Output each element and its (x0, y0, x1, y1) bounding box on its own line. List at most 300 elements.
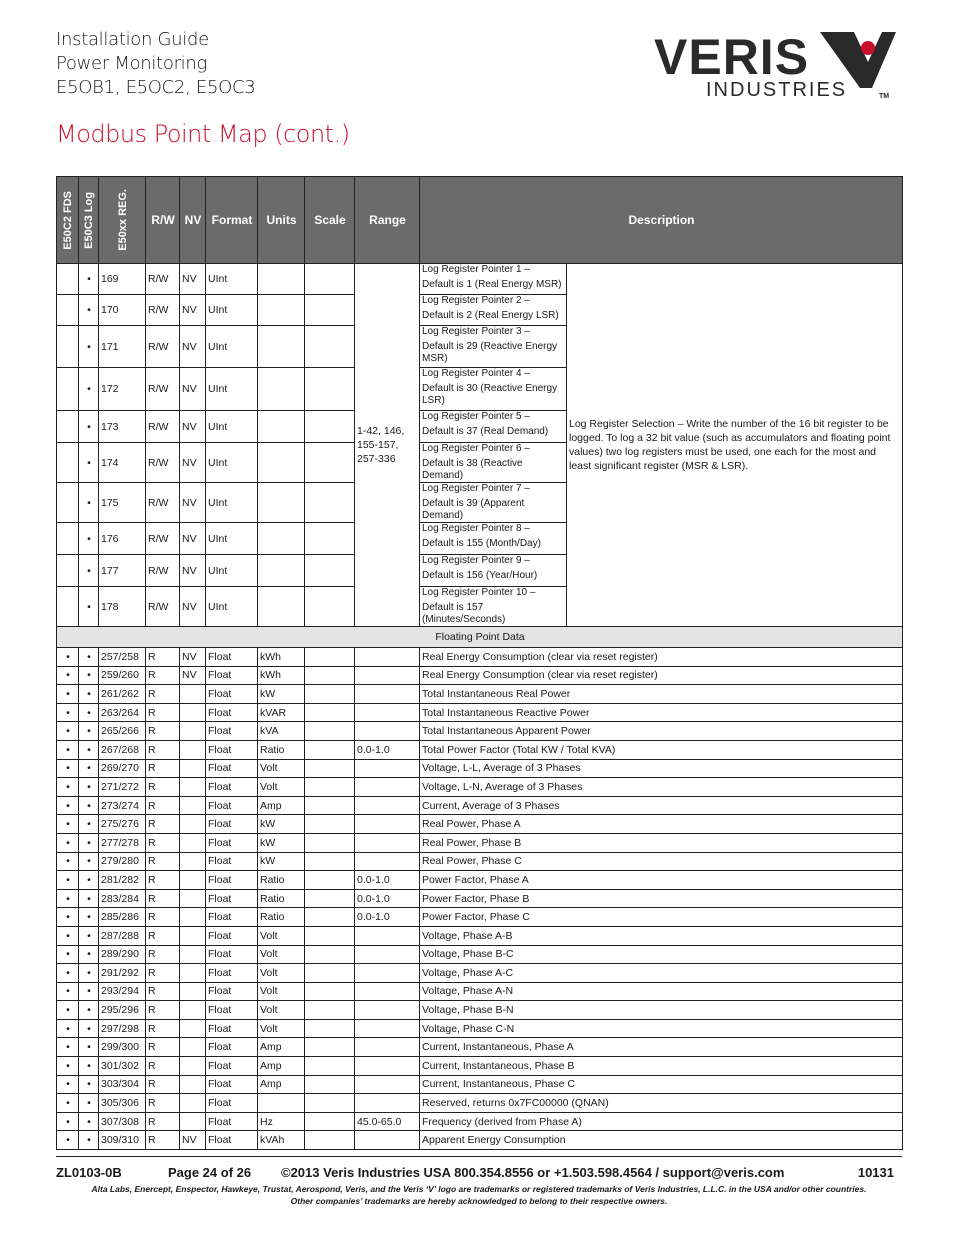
cell-description: Total Instantaneous Real Power (420, 685, 903, 704)
cell-format: UInt (206, 411, 258, 443)
col-header-scale: Scale (305, 177, 355, 264)
veris-logo (650, 26, 900, 106)
cell-rw: R (146, 796, 180, 815)
cell-format: Float (206, 815, 258, 834)
cell-description: Voltage, Phase A-N (420, 982, 903, 1001)
cell-scale (305, 945, 355, 964)
cell-format: Float (206, 871, 258, 890)
cell-rw: R/W (146, 326, 180, 368)
cell-reg: 305/306 (99, 1094, 146, 1113)
cell-scale (305, 1057, 355, 1076)
cell-reg: 267/268 (99, 740, 146, 759)
cell-log: • (79, 1131, 99, 1150)
footer-page-number: Page 24 of 26 (168, 1165, 252, 1180)
table-row (57, 1038, 903, 1057)
cell-log: • (79, 295, 99, 326)
cell-scale (305, 443, 355, 483)
cell-reg: 271/272 (99, 778, 146, 797)
cell-fds: • (57, 852, 79, 871)
cell-scale (305, 555, 355, 587)
cell-format: UInt (206, 326, 258, 368)
cell-rw: R (146, 759, 180, 778)
header-line-guide: Installation Guide (56, 29, 209, 50)
table-row (57, 889, 903, 908)
cell-reg: 172 (99, 368, 146, 411)
cell-log: • (79, 740, 99, 759)
col-header-nv: NV (180, 177, 206, 264)
cell-format: Float (206, 648, 258, 667)
cell-log: • (79, 796, 99, 815)
cell-rw: R (146, 1019, 180, 1038)
cell-format: Float (206, 833, 258, 852)
cell-nv (180, 685, 206, 704)
cell-rw: R (146, 852, 180, 871)
cell-nv (180, 1075, 206, 1094)
cell-fds: • (57, 1019, 79, 1038)
cell-fds: • (57, 926, 79, 945)
cell-description: Real Power, Phase B (420, 833, 903, 852)
cell-description: Apparent Energy Consumption (420, 1131, 903, 1150)
log-pointer-name: Log Register Pointer 5 – (422, 411, 530, 422)
cell-reg: 170 (99, 295, 146, 326)
cell-reg: 295/296 (99, 1001, 146, 1020)
cell-reg: 259/260 (99, 666, 146, 685)
log-pointer-name: Log Register Pointer 1 – (422, 264, 530, 275)
cell-reg: 175 (99, 483, 146, 523)
cell-range (355, 815, 420, 834)
cell-scale (305, 796, 355, 815)
table-row (57, 1075, 903, 1094)
cell-rw: R (146, 964, 180, 983)
cell-format: Float (206, 926, 258, 945)
document-header (56, 28, 255, 100)
cell-units: Volt (258, 1019, 305, 1038)
cell-units: Ratio (258, 740, 305, 759)
table-row (57, 722, 903, 741)
cell-nv (180, 722, 206, 741)
cell-log: • (79, 759, 99, 778)
cell-units (258, 368, 305, 411)
cell-description: Real Energy Consumption (clear via reset register) (420, 648, 903, 667)
cell-nv: NV (180, 1131, 206, 1150)
cell-fds: • (57, 945, 79, 964)
cell-scale (305, 815, 355, 834)
cell-range: 0.0-1.0 (355, 740, 420, 759)
cell-format: UInt (206, 443, 258, 483)
cell-rw: R/W (146, 368, 180, 411)
cell-fds (57, 411, 79, 443)
cell-units (258, 587, 305, 627)
cell-reg: 307/308 (99, 1112, 146, 1131)
cell-fds: • (57, 1094, 79, 1113)
cell-fds (57, 483, 79, 523)
log-pointer-name: Log Register Pointer 6 – (422, 443, 530, 454)
cell-rw: R (146, 666, 180, 685)
cell-units: Ratio (258, 871, 305, 890)
cell-reg: 257/258 (99, 648, 146, 667)
cell-format: Float (206, 945, 258, 964)
cell-scale (305, 1112, 355, 1131)
cell-log: • (79, 1075, 99, 1094)
cell-fds: • (57, 889, 79, 908)
cell-description: Voltage, L-L, Average of 3 Phases (420, 759, 903, 778)
cell-reg: 269/270 (99, 759, 146, 778)
cell-units (258, 555, 305, 587)
cell-log: • (79, 483, 99, 523)
cell-description: Total Power Factor (Total KW / Total KVA) (420, 740, 903, 759)
cell-units: Amp (258, 796, 305, 815)
cell-reg: 171 (99, 326, 146, 368)
page-title: Modbus Point Map (cont.) (56, 120, 350, 148)
cell-format: Float (206, 982, 258, 1001)
cell-range (355, 1038, 420, 1057)
log-pointer-default: Default is 157 (Minutes/Seconds) (422, 602, 506, 625)
cell-nv (180, 1038, 206, 1057)
cell-nv (180, 815, 206, 834)
log-pointer-name: Log Register Pointer 10 – (422, 587, 536, 598)
cell-range (355, 945, 420, 964)
cell-units (258, 411, 305, 443)
cell-scale (305, 1038, 355, 1057)
cell-format: UInt (206, 523, 258, 555)
cell-rw: R (146, 833, 180, 852)
cell-log: • (79, 833, 99, 852)
cell-nv: NV (180, 295, 206, 326)
cell-scale (305, 926, 355, 945)
col-header-reg: E50xx REG. (99, 177, 146, 264)
cell-nv (180, 703, 206, 722)
cell-nv: NV (180, 587, 206, 627)
cell-fds: • (57, 1057, 79, 1076)
cell-log: • (79, 411, 99, 443)
cell-log: • (79, 982, 99, 1001)
cell-units: Volt (258, 945, 305, 964)
cell-log-pointer (420, 264, 567, 295)
cell-log: • (79, 871, 99, 890)
log-pointer-name: Log Register Pointer 3 – (422, 326, 530, 337)
cell-log: • (79, 264, 99, 295)
cell-log: • (79, 1001, 99, 1020)
cell-format: Float (206, 759, 258, 778)
cell-units (258, 443, 305, 483)
cell-log-pointer (420, 523, 567, 555)
cell-reg: 291/292 (99, 964, 146, 983)
cell-fds: • (57, 908, 79, 927)
cell-fds: • (57, 722, 79, 741)
page-footer (56, 1156, 902, 1206)
cell-log-pointer (420, 555, 567, 587)
cell-nv (180, 740, 206, 759)
cell-nv (180, 908, 206, 927)
cell-format: UInt (206, 587, 258, 627)
table-row (57, 1019, 903, 1038)
log-pointer-default: Default is 29 (Reactive Energy MSR) (422, 341, 558, 364)
cell-nv: NV (180, 411, 206, 443)
cell-rw: R (146, 1001, 180, 1020)
cell-rw: R (146, 815, 180, 834)
table-row (57, 264, 903, 295)
cell-reg: 303/304 (99, 1075, 146, 1094)
cell-description: Real Energy Consumption (clear via reset register) (420, 666, 903, 685)
cell-fds: • (57, 796, 79, 815)
cell-log-pointer (420, 295, 567, 326)
cell-rw: R/W (146, 264, 180, 295)
cell-scale (305, 1001, 355, 1020)
col-header-log: E50C3 Log (79, 177, 99, 264)
cell-nv (180, 1094, 206, 1113)
cell-format: Float (206, 722, 258, 741)
cell-range: 45.0-65.0 (355, 1112, 420, 1131)
cell-scale (305, 889, 355, 908)
cell-rw: R (146, 871, 180, 890)
log-pointer-default: Default is 37 (Real Demand) (422, 426, 549, 437)
cell-description: Current, Instantaneous, Phase A (420, 1038, 903, 1057)
cell-units: Volt (258, 982, 305, 1001)
cell-format: Float (206, 1112, 258, 1131)
cell-nv (180, 1057, 206, 1076)
cell-units (258, 523, 305, 555)
cell-log: • (79, 1019, 99, 1038)
log-pointer-default: Default is 38 (Reactive Demand) (422, 458, 523, 481)
cell-range (355, 648, 420, 667)
cell-units: Volt (258, 964, 305, 983)
cell-units: kW (258, 685, 305, 704)
cell-reg: 301/302 (99, 1057, 146, 1076)
cell-rw: R (146, 945, 180, 964)
cell-reg: 299/300 (99, 1038, 146, 1057)
cell-nv: NV (180, 368, 206, 411)
cell-log-pointer (420, 587, 567, 627)
cell-range: 0.0-1.0 (355, 871, 420, 890)
cell-reg: 176 (99, 523, 146, 555)
cell-fds: • (57, 833, 79, 852)
cell-rw: R/W (146, 443, 180, 483)
cell-reg: 263/264 (99, 703, 146, 722)
cell-units: Ratio (258, 889, 305, 908)
cell-rw: R (146, 1057, 180, 1076)
cell-description: Power Factor, Phase A (420, 871, 903, 890)
cell-log: • (79, 666, 99, 685)
cell-range (355, 685, 420, 704)
cell-log: • (79, 1094, 99, 1113)
cell-description: Voltage, Phase B-N (420, 1001, 903, 1020)
log-pointer-default: Default is 1 (Real Energy MSR) (422, 279, 562, 290)
cell-scale (305, 833, 355, 852)
cell-log-pointer (420, 326, 567, 368)
cell-description: Real Power, Phase C (420, 852, 903, 871)
cell-log: • (79, 889, 99, 908)
cell-nv (180, 871, 206, 890)
cell-range (355, 982, 420, 1001)
cell-nv: NV (180, 326, 206, 368)
cell-fds: • (57, 703, 79, 722)
cell-range (355, 1131, 420, 1150)
cell-scale (305, 1131, 355, 1150)
cell-range (355, 666, 420, 685)
cell-format: Float (206, 1075, 258, 1094)
cell-scale (305, 1019, 355, 1038)
cell-reg: 281/282 (99, 871, 146, 890)
cell-units: kW (258, 815, 305, 834)
cell-units: Amp (258, 1075, 305, 1094)
cell-reg: 178 (99, 587, 146, 627)
cell-description: Voltage, Phase C-N (420, 1019, 903, 1038)
cell-nv (180, 982, 206, 1001)
cell-nv: NV (180, 483, 206, 523)
cell-format: UInt (206, 295, 258, 326)
cell-description: Voltage, Phase A-B (420, 926, 903, 945)
cell-range (355, 852, 420, 871)
cell-fds: • (57, 778, 79, 797)
table-header-row (57, 177, 903, 264)
cell-fds (57, 555, 79, 587)
cell-description: Power Factor, Phase B (420, 889, 903, 908)
cell-units: kVAh (258, 1131, 305, 1150)
cell-fds (57, 587, 79, 627)
cell-nv (180, 926, 206, 945)
cell-reg: 289/290 (99, 945, 146, 964)
cell-format: Float (206, 796, 258, 815)
cell-range (355, 1057, 420, 1076)
cell-scale (305, 264, 355, 295)
cell-fds: • (57, 1038, 79, 1057)
cell-fds: • (57, 1001, 79, 1020)
cell-range (355, 926, 420, 945)
cell-rw: R (146, 685, 180, 704)
cell-rw: R (146, 648, 180, 667)
cell-reg: 275/276 (99, 815, 146, 834)
cell-log-pointer (420, 443, 567, 483)
cell-reg: 174 (99, 443, 146, 483)
cell-log-pointer (420, 483, 567, 523)
cell-format: Float (206, 964, 258, 983)
cell-log: • (79, 326, 99, 368)
footer-doc-id: ZL0103-0B (56, 1165, 122, 1180)
cell-description: Frequency (derived from Phase A) (420, 1112, 903, 1131)
cell-nv (180, 1001, 206, 1020)
table-row (57, 815, 903, 834)
log-pointer-name: Log Register Pointer 7 – (422, 483, 530, 494)
cell-rw: R (146, 908, 180, 927)
cell-range (355, 833, 420, 852)
cell-format: UInt (206, 264, 258, 295)
cell-log: • (79, 368, 99, 411)
cell-range (355, 1001, 420, 1020)
cell-reg: 293/294 (99, 982, 146, 1001)
cell-rw: R/W (146, 555, 180, 587)
header-line-models: E5OB1, E5OC2, E5OC3 (56, 77, 256, 98)
cell-units: Volt (258, 1001, 305, 1020)
cell-rw: R (146, 889, 180, 908)
cell-format: UInt (206, 483, 258, 523)
cell-range (355, 722, 420, 741)
cell-rw: R (146, 703, 180, 722)
cell-log: • (79, 1057, 99, 1076)
col-header-range: Range (355, 177, 420, 264)
cell-scale (305, 295, 355, 326)
cell-units: Volt (258, 926, 305, 945)
cell-description: Real Power, Phase A (420, 815, 903, 834)
table-row (57, 703, 903, 722)
table-row (57, 778, 903, 797)
cell-units: kVA (258, 722, 305, 741)
cell-reg: 287/288 (99, 926, 146, 945)
table-row (57, 1131, 903, 1150)
cell-fds: • (57, 815, 79, 834)
cell-units: Amp (258, 1038, 305, 1057)
table-row (57, 982, 903, 1001)
cell-rw: R/W (146, 295, 180, 326)
cell-format: Float (206, 778, 258, 797)
cell-range (355, 778, 420, 797)
cell-rw: R (146, 982, 180, 1001)
cell-scale (305, 908, 355, 927)
cell-units: kWh (258, 666, 305, 685)
logo-wordmark: VERIS (654, 29, 810, 85)
table-row (57, 1057, 903, 1076)
table-row (57, 871, 903, 890)
cell-description: Current, Instantaneous, Phase B (420, 1057, 903, 1076)
cell-format: Float (206, 1094, 258, 1113)
section-label: Floating Point Data (57, 627, 903, 648)
cell-nv (180, 1019, 206, 1038)
cell-scale (305, 852, 355, 871)
cell-range-shared: 1-42, 146, 155-157, 257-336 (355, 264, 420, 627)
cell-rw: R/W (146, 587, 180, 627)
cell-scale (305, 740, 355, 759)
footer-copyright: ©2013 Veris Industries USA 800.354.8556 or +1.503.598.4564 / support@veris.com (281, 1165, 785, 1180)
header-line-product: Power Monitoring (56, 53, 207, 74)
cell-format: Float (206, 1019, 258, 1038)
cell-units: Hz (258, 1112, 305, 1131)
cell-rw: R (146, 778, 180, 797)
cell-rw: R (146, 926, 180, 945)
cell-nv (180, 1112, 206, 1131)
cell-scale (305, 648, 355, 667)
cell-format: Float (206, 1131, 258, 1150)
cell-rw: R (146, 1094, 180, 1113)
cell-fds (57, 326, 79, 368)
cell-reg: 277/278 (99, 833, 146, 852)
table-row (57, 1094, 903, 1113)
cell-units: kWh (258, 648, 305, 667)
cell-units: Ratio (258, 908, 305, 927)
logo-trademark: TM (879, 93, 890, 100)
cell-range: 0.0-1.0 (355, 889, 420, 908)
cell-fds: • (57, 871, 79, 890)
cell-nv (180, 945, 206, 964)
cell-description: Voltage, Phase A-C (420, 964, 903, 983)
cell-scale (305, 666, 355, 685)
log-pointer-default: Default is 155 (Month/Day) (422, 538, 541, 549)
cell-description: Voltage, Phase B-C (420, 945, 903, 964)
cell-rw: R (146, 1131, 180, 1150)
cell-format: UInt (206, 368, 258, 411)
cell-nv: NV (180, 523, 206, 555)
cell-units: Volt (258, 759, 305, 778)
cell-scale (305, 685, 355, 704)
log-pointer-name: Log Register Pointer 8 – (422, 523, 530, 534)
cell-scale (305, 722, 355, 741)
cell-format: Float (206, 908, 258, 927)
cell-log: • (79, 722, 99, 741)
cell-log-pointer (420, 368, 567, 411)
cell-scale (305, 326, 355, 368)
cell-format: Float (206, 1057, 258, 1076)
cell-format: Float (206, 852, 258, 871)
cell-units: kW (258, 833, 305, 852)
table-row (57, 759, 903, 778)
